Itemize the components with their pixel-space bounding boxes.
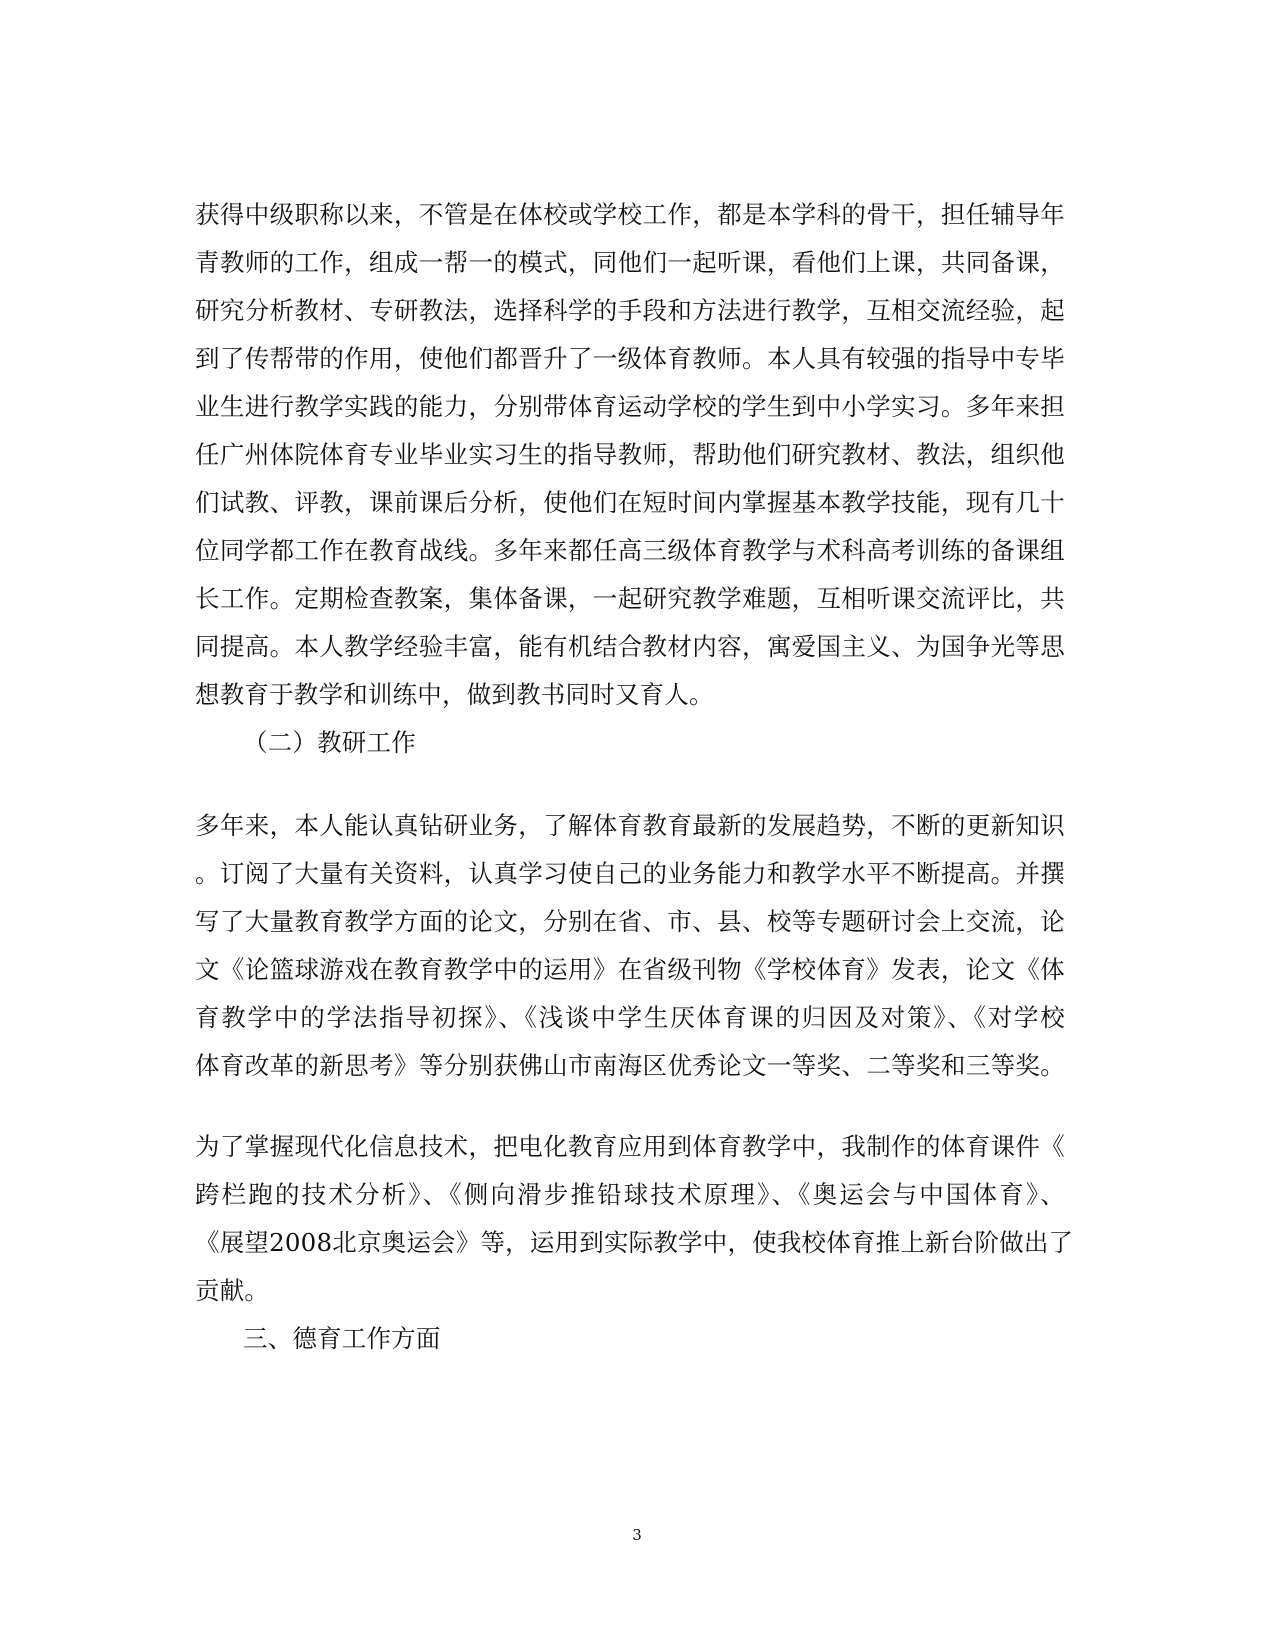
paragraph-2-line-5: 育教学中的学法指导初探》、《浅谈中学生厌体育课的归因及对策》、《对学校 [195, 1003, 1065, 1032]
paragraph-1-line-10: 同提高。本人教学经验丰富，能有机结合教材内容，寓爱国主义、为国争光等思 [195, 632, 1065, 661]
paragraph-1-line-8: 位同学都工作在教育战线。多年来都任高三级体育教学与术科高考训练的备课组 [195, 536, 1065, 565]
paragraph-3-line-3: 《展望2008北京奥运会》等，运用到实际教学中，使我校体育推上新台阶做出了 [195, 1228, 1074, 1257]
paragraph-2-line-1: 多年来，本人能认真钻研业务，了解体育教育最新的发展趋势，不断的更新知识 [195, 811, 1065, 840]
paragraph-3-line-4: 贡献。 [195, 1276, 270, 1305]
paragraph-2-line-6: 体育改革的新思考》等分别获佛山市南海区优秀论文一等奖、二等奖和三等奖。 [195, 1051, 1065, 1080]
paragraph-1-line-11: 想教育于教学和训练中，做到教书同时又育人。 [195, 680, 714, 709]
paragraph-2-line-3: 写了大量教育教学方面的论文，分别在省、市、县、校等专题研讨会上交流，论 [195, 907, 1065, 936]
paragraph-1-line-4: 到了传帮带的作用，使他们都晋升了一级体育教师。本人具有较强的指导中专毕 [195, 344, 1065, 373]
page-number: 3 [632, 1526, 642, 1544]
paragraph-1-line-3: 研究分析教材、专研教法，选择科学的手段和方法进行教学，互相交流经验，起 [195, 296, 1065, 325]
paragraph-2-line-4: 文《论篮球游戏在教育教学中的运用》在省级刊物《学校体育》发表，论文《体 [195, 955, 1065, 984]
paragraph-1-line-2: 青教师的工作，组成一帮一的模式，同他们一起听课，看他们上课，共同备课， [195, 248, 1065, 277]
paragraph-3-line-2: 跨栏跑的技术分析》、《侧向滑步推铅球技术原理》、《奥运会与中国体育》、 [195, 1180, 1065, 1209]
paragraph-1-line-9: 长工作。定期检查教案，集体备课，一起研究教学难题，互相听课交流评比，共 [195, 584, 1065, 613]
section-heading-teaching-research: （二）教研工作 [243, 728, 416, 757]
paragraph-2-line-2: 。订阅了大量有关资料，认真学习使自己的业务能力和教学水平不断提高。并撰 [195, 859, 1065, 888]
paragraph-1-line-6: 任广州体院体育专业毕业实习生的指导教师，帮助他们研究教材、教法，组织他 [195, 440, 1065, 469]
section-heading-moral-education: 三、德育工作方面 [243, 1324, 441, 1353]
paragraph-1-line-1: 获得中级职称以来，不管是在体校或学校工作，都是本学科的骨干，担任辅导年 [195, 200, 1065, 229]
paragraph-1-line-7: 们试教、评教，课前课后分析，使他们在短时间内掌握基本教学技能，现有几十 [195, 488, 1065, 517]
paragraph-1-line-5: 业生进行教学实践的能力，分别带体育运动学校的学生到中小学实习。多年来担 [195, 392, 1065, 421]
paragraph-3-line-1: 为了掌握现代化信息技术，把电化教育应用到体育教学中，我制作的体育课件《 [195, 1132, 1065, 1161]
